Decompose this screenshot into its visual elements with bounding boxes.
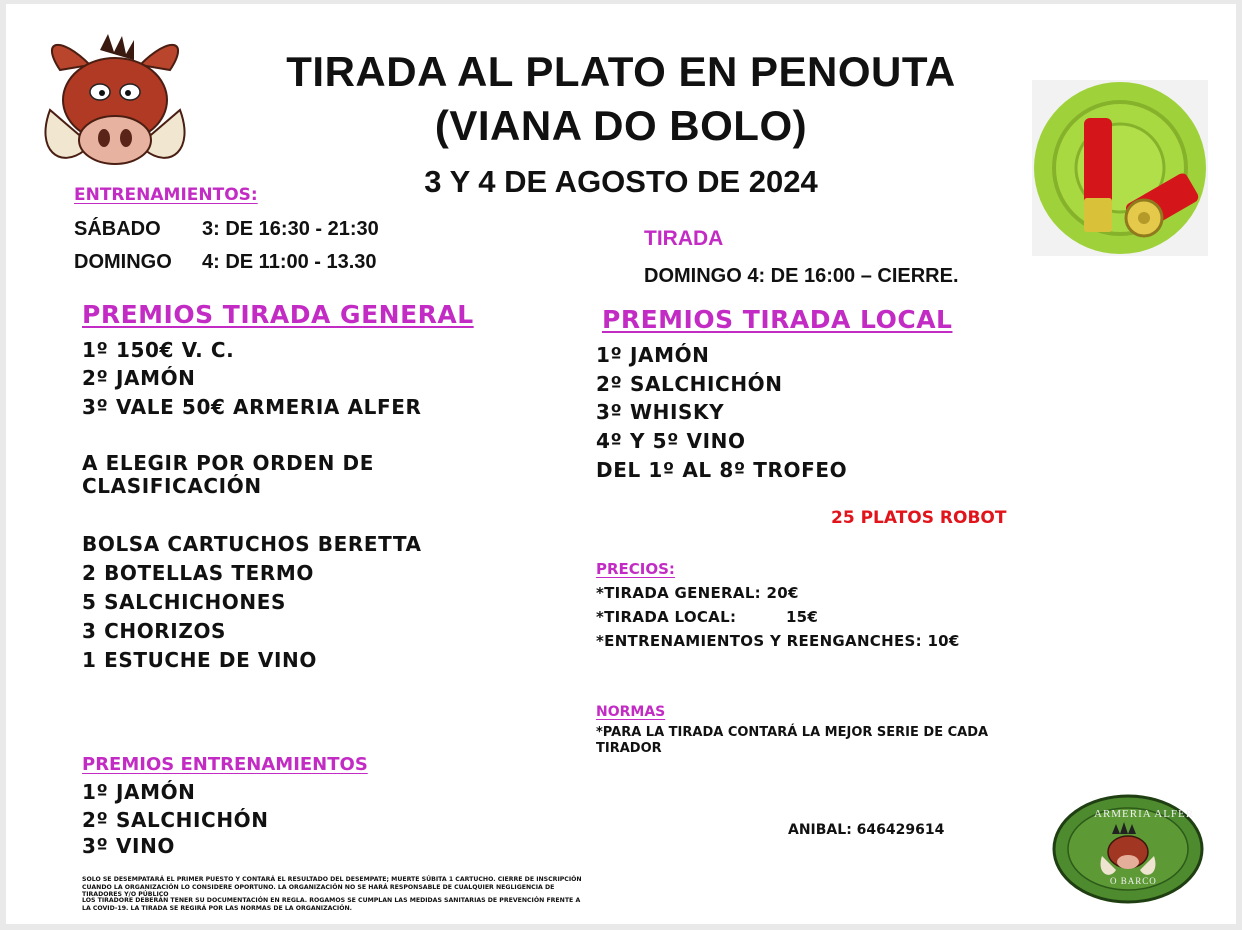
list-item: 2º JAMÓN [82,366,196,390]
title-line-1: TIRADA AL PLATO EN PENOUTA [286,48,956,95]
price-item: *TIRADA GENERAL: 20€ [596,584,799,602]
logo-top-text: ARMERIA ALFER [1094,808,1195,820]
precios-heading: PRECIOS: [596,560,675,578]
list-item: 3º WHISKY [596,400,725,424]
schedule-time: 4: DE 11:00 - 13.30 [202,251,377,273]
schedule-day: SÁBADO [74,218,161,240]
schedule-row-saturday [74,218,379,241]
list-item: 3º VINO [82,834,176,858]
tirada-heading: TIRADA [644,227,724,250]
list-item: 1º JAMÓN [596,343,710,367]
list-item: DEL 1º AL 8º TROFEO [596,458,848,482]
entrenamientos-heading: ENTRENAMIENTOS: [74,185,258,205]
premios-general-heading: PREMIOS TIRADA GENERAL [82,300,474,329]
list-item: 2º SALCHICHÓN [82,808,269,832]
schedule-row-sunday [74,251,377,274]
list-item: 3 CHORIZOS [82,619,227,643]
list-item: 2º SALCHICHÓN [596,372,783,396]
price-item: *ENTRENAMIENTOS Y REENGANCHES: 10€ [596,632,960,650]
list-item: 1º 150€ V. C. [82,338,235,362]
schedule-time: 3: DE 16:30 - 21:30 [202,218,379,240]
price-item: *TIRADA LOCAL: 15€ [596,608,819,626]
list-item: 2 BOTELLAS TERMO [82,561,314,585]
premios-local-heading: PREMIOS TIRADA LOCAL [602,305,953,334]
list-item: 5 SALCHICHONES [82,590,286,614]
premios-entrenamientos-heading: PREMIOS ENTRENAMIENTOS [82,754,368,775]
list-item: 4º Y 5º VINO [596,429,746,453]
list-item: BOLSA CARTUCHOS BERETTA [82,532,422,556]
normas-line-2: TIRADOR [596,741,662,756]
tirada-schedule: DOMINGO 4: DE 16:00 – CIERRE. [644,265,959,287]
choice-note-line-1: A ELEGIR POR ORDEN DE [82,451,374,475]
clay-target-shells-icon [1032,80,1208,256]
event-date: 3 Y 4 DE AGOSTO DE 2024 [424,164,818,199]
list-item: 3º VALE 50€ ARMERIA ALFER [82,395,422,419]
list-item: 1º JAMÓN [82,780,196,804]
logo-bottom-text: O BARCO [1110,876,1157,886]
platos-robot-label: 25 PLATOS ROBOT [831,508,1007,528]
poster-sheet [6,4,1236,924]
normas-heading: NORMAS [596,704,666,720]
fine-print-1: SOLO SE DESEMPATARÁ EL PRIMER PUESTO Y CONTARÁ EL RESULTADO DEL DESEMPATE; MUERTE SÚBITA 1 CARTUCHO. CIERRE DE INSCRIPCIÓN CUANDO LA ORGANIZACIÓN LO CONSIDERE OPORTUNO. LA ORGANIZACIÓN NO SE HARÁ RESPONSABLE DE CUALQUIER NEGLIGENCIA DE TIRADORES Y/O PÚBLICO [82,876,582,899]
fine-print-2: LOS TIRADORE DEBERÁN TENER SU DOCUMENTACIÓN EN REGLA. ROGAMOS SE CUMPLAN LAS MEDIDAS SANITARIAS DE PREVENCIÓN FRENTE A LA COVID-19. LA TIRADA SE REGIRÁ POR LAS NORMAS DE LA ORGANIZACIÓN. [82,897,581,912]
schedule-day: DOMINGO [74,251,172,273]
contact-phone: ANIBAL: 646429614 [788,822,945,838]
choice-note-line-2: CLASIFICACIÓN [82,474,262,498]
normas-line-1: *PARA LA TIRADA CONTARÁ LA MEJOR SERIE DE CADA [596,725,989,740]
list-item: 1 ESTUCHE DE VINO [82,648,317,672]
title-line-2: (VIANA DO BOLO) [434,102,808,149]
